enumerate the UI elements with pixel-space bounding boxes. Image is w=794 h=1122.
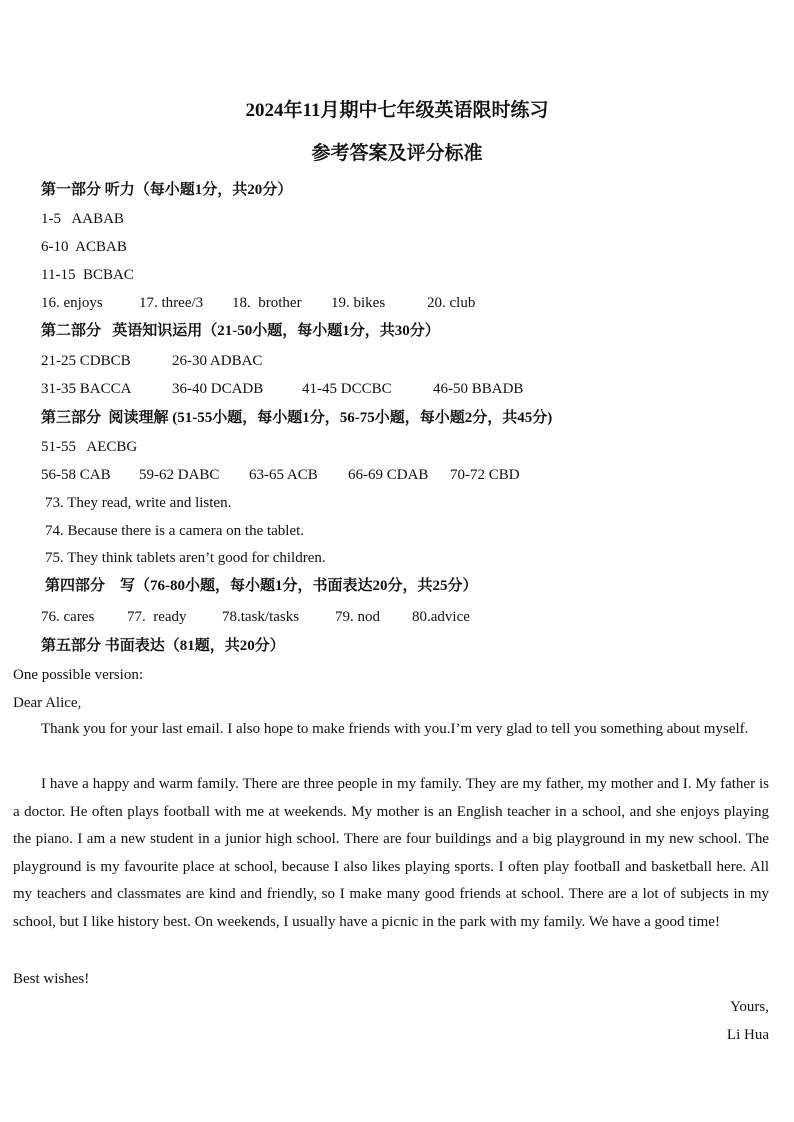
part4-answer-77: 77. ready bbox=[127, 609, 187, 625]
part4-answer-78: 78.task/tasks bbox=[222, 609, 300, 625]
part4-answer-80: 80.advice bbox=[412, 609, 470, 625]
part1-fill-18: 18. brother bbox=[232, 295, 302, 311]
part1-fill-20: 20. club bbox=[427, 295, 476, 311]
part3-answer-74: 74. Because there is a camera on the tablet. bbox=[45, 523, 305, 539]
part1-row-1: 1-5 AABAB bbox=[41, 211, 124, 227]
essay-paragraph-1: Thank you for your last email. I also hope to make friends with you.I’m very glad to tell you something about myself. bbox=[41, 721, 749, 737]
part2-answers-21-25: 21-25 CDBCB bbox=[41, 353, 131, 369]
part1-row-2: 6-10 ACBAB bbox=[41, 239, 127, 255]
part3-answers-51-55: 51-55 AECBG bbox=[41, 439, 138, 455]
part3-answer-73: 73. They read, write and listen. bbox=[45, 495, 232, 511]
part1-heading: 第一部分 听力（每小题1分，共20分） bbox=[41, 182, 293, 198]
part5-heading: 第五部分 书面表达（81题，共20分） bbox=[41, 638, 285, 654]
part4-heading: 第四部分 写（76-80小题，每小题1分，书面表达20分，共25分） bbox=[45, 578, 478, 594]
essay-paragraph-2: I have a happy and warm family. There are three people in my family. They are my father, my mother and I. My father is a doctor. He often plays football with me at weekends. My mother is an English teacher in a school, and she enjoys playing the piano. I am a new student in a junior high school. There are four buildings and a big playground in my new school. The playground is my favourite place at school, because I also likes playing sports. I often play football and basketball here. All my teachers and classmates are kind and friendly, so I make many good friends at school. There are a lot of subjects in my school, but I like history best. On weekends, I usually have a picnic in the park with my family. We have a good time! bbox=[13, 776, 769, 930]
part3-answer-75: 75. They think tablets aren’t good for children. bbox=[45, 550, 326, 566]
page-title: 2024年11月期中七年级英语限时练习 bbox=[245, 100, 549, 121]
part1-fill-19: 19. bikes bbox=[331, 295, 386, 311]
essay-intro: One possible version: bbox=[13, 667, 143, 683]
part3-answers-66-69: 66-69 CDAB bbox=[348, 467, 429, 483]
part3-answers-70-72: 70-72 CBD bbox=[450, 467, 520, 483]
part1-fill-16: 16. enjoys bbox=[41, 295, 103, 311]
part2-answers-36-40: 36-40 DCADB bbox=[172, 381, 264, 397]
part3-heading: 第三部分 阅读理解 (51-55小题，每小题1分，56-75小题，每小题2分，共45分) bbox=[41, 410, 553, 426]
part1-row-3: 11-15 BCBAC bbox=[41, 267, 134, 283]
part3-answers-63-65: 63-65 ACB bbox=[249, 467, 318, 483]
part2-answers-31-35: 31-35 BACCA bbox=[41, 381, 132, 397]
part2-heading: 第二部分 英语知识运用（21-50小题，每小题1分，共30分） bbox=[41, 323, 440, 339]
part3-answers-59-62: 59-62 DABC bbox=[139, 467, 220, 483]
part1-fill-17: 17. three/3 bbox=[139, 295, 204, 311]
essay-signature: Li Hua bbox=[726, 1027, 769, 1043]
part2-answers-26-30: 26-30 ADBAC bbox=[172, 353, 263, 369]
part2-answers-46-50: 46-50 BBADB bbox=[433, 381, 524, 397]
essay-signoff: Yours, bbox=[730, 999, 769, 1015]
page-subtitle: 参考答案及评分标准 bbox=[311, 143, 483, 164]
essay-closing: Best wishes! bbox=[13, 971, 90, 987]
part4-answer-79: 79. nod bbox=[335, 609, 380, 625]
part3-answers-56-58: 56-58 CAB bbox=[41, 467, 111, 483]
essay-greeting: Dear Alice, bbox=[13, 695, 82, 711]
part4-answer-76: 76. cares bbox=[41, 609, 95, 625]
part2-answers-41-45: 41-45 DCCBC bbox=[302, 381, 392, 397]
